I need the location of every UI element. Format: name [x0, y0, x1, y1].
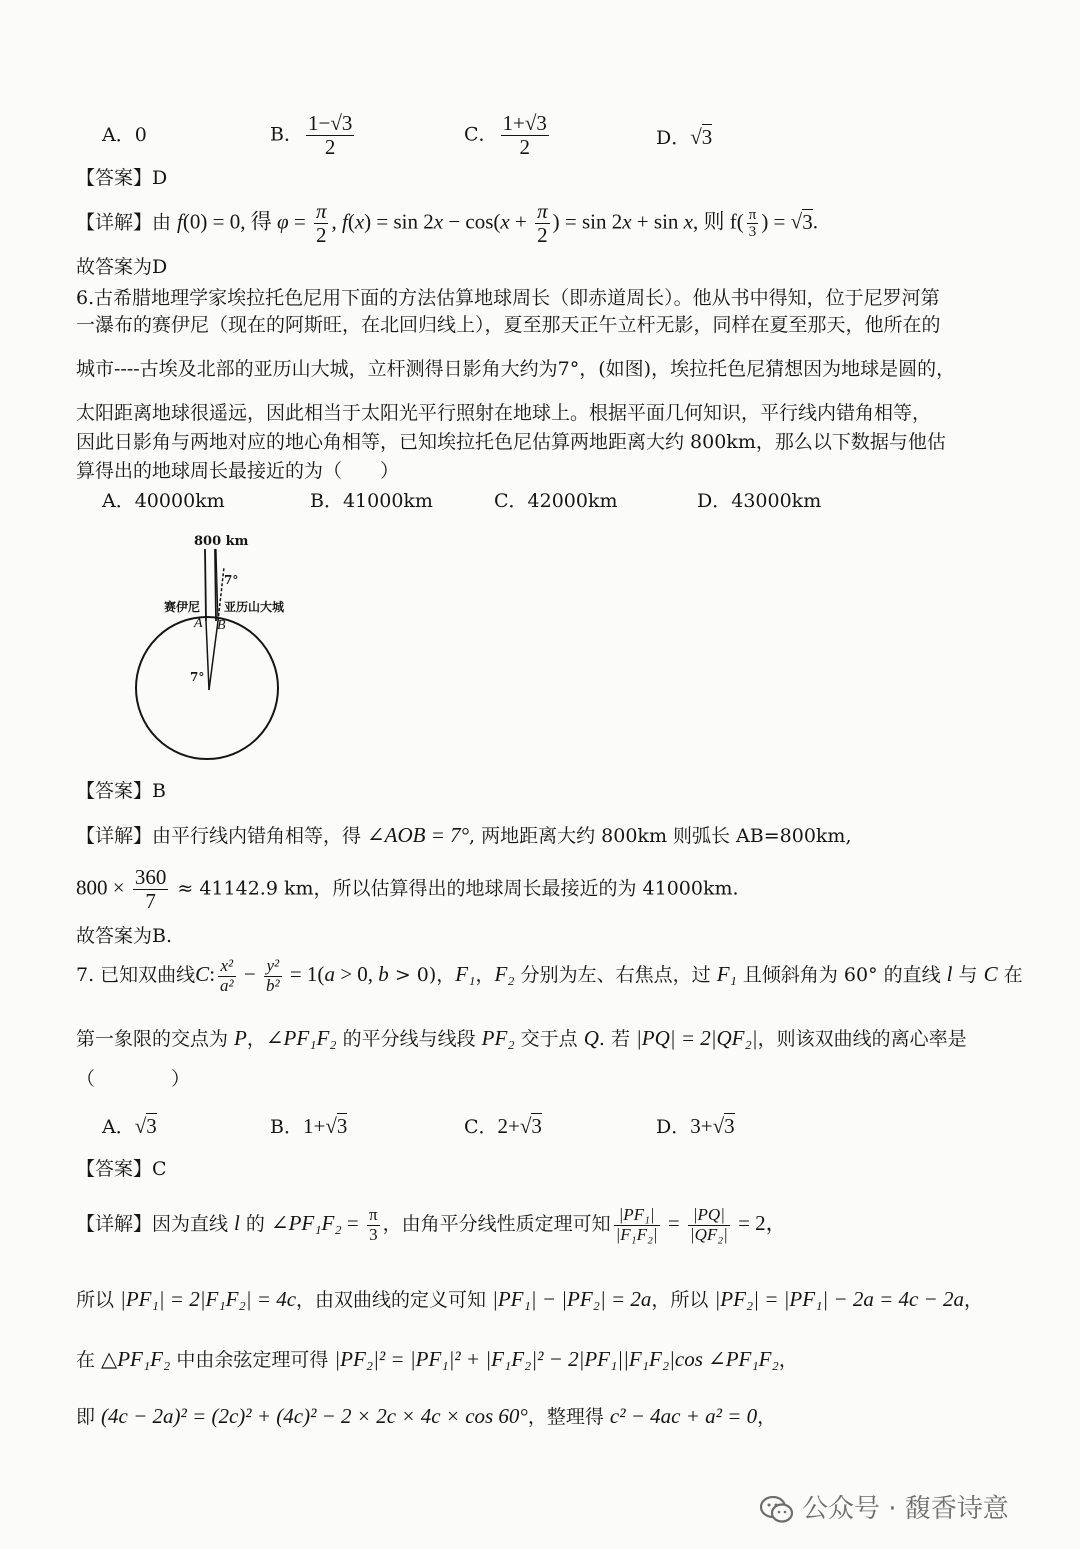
point-a-label: A: [194, 616, 203, 631]
q5-detail: 【详解】由 f(0) = 0, 得 φ = $\frac{\pi}{2}$ , f(x) = sin 2x − cos(x + $\frac{\pi}{2}$ ) = sin 2x + sin x, 则 f( $\frac{\pi}{3}$ ) = √3.: [76, 199, 818, 248]
q5-option-b: B． $\frac{1-√3}{2}$: [270, 111, 353, 160]
q6-detail-line-1: 【详解】由平行线内错角相等，得 ∠AOB = 7°, 两地距离大约 800km 则弧长 AB=800km,: [76, 823, 852, 847]
q7-line-2: 第一象限的交点为 P，∠PF₁F₂ 的平分线与线段 PF₂ 交于点 Q. 若 |PQ| = 2|QF₂|，则该双曲线的离心率是: [76, 1026, 967, 1050]
q7-option-b: B．1+√3: [270, 1114, 348, 1138]
q5-option-d: D．√3: [656, 125, 713, 149]
q7-option-d: D．3+√3: [656, 1114, 735, 1138]
angle-top-label: 7°: [224, 573, 239, 587]
q6-line-3: 城市----古埃及北部的亚历山大城，立杆测得日影角大约为7°，(如图)，埃拉托色尼猜想因为地球是圆的，: [76, 358, 956, 380]
q6-line-2: 一瀑布的赛伊尼（现在的阿斯旺，在北回归线上），夏至那天正午立杆无影，同样在夏至那天，他所在的: [76, 314, 941, 336]
center-line-a: [206, 621, 209, 690]
q6-option-b: B．41000km: [310, 490, 433, 512]
sunray-a: [205, 549, 206, 621]
q7-detail-2: 所以 |PF₁| = 2|F₁F₂| = 4c，由双曲线的定义可知 |PF₁| − |PF₂| = 2a，所以 |PF₂| = |PF₁| − 2a = 4c − 2a，: [76, 1287, 983, 1311]
q7-line-3: （ ）: [76, 1068, 191, 1090]
city-a-label: 赛伊尼: [164, 600, 201, 614]
q6-option-c: C．42000km: [494, 490, 618, 512]
point-b-label: B: [217, 618, 226, 633]
q7-answer: 【答案】C: [76, 1158, 167, 1180]
q5-option-b-fraction: $\frac{1-√3}{2}$: [307, 111, 353, 160]
angle-center-label: 7°: [190, 670, 205, 684]
wechat-watermark: [760, 1488, 1009, 1525]
q7-detail-4: 即 (4c − 2a)² = (2c)² + (4c)² − 2 × 2c × 4c × cos 60°，整理得 c² − 4ac + a² = 0，: [76, 1404, 777, 1428]
q6-line-1: 6.古希腊地理学家埃拉托色尼用下面的方法估算地球周长（即赤道周长）。他从书中得知，位于尼罗河第: [76, 287, 940, 309]
q6-conclusion: 故答案为B.: [76, 925, 173, 947]
q6-option-d: D．43000km: [697, 490, 822, 512]
q6-option-a: A．40000km: [102, 490, 225, 512]
q5-option-c-fraction: $\frac{1+√3}{2}$: [502, 111, 547, 160]
q7-line-1: 7. 已知双曲线C: $\frac{\text{x²}}{\text{a²}}$ − $\frac{\text{y²}}{\text{b²}}$ = 1(a > 0, b > 0)，F₁，F₂ 分别为左、右焦点，过 F₁ 且倾斜角为 60° 的直线 l 与 C 在: [76, 956, 1023, 995]
q7-detail-3: 在 △PF₁F₂ 中由余弦定理可得 |PF₂|² = |PF₁|² + |F₁F₂|² − 2|PF₁||F₁F₂|cos ∠PF₁F₂，: [76, 1347, 798, 1371]
q7-option-a: A．√3: [102, 1114, 157, 1138]
watermark-text: 公众号 · 馥香诗意: [802, 1494, 1009, 1524]
q6-answer: 【答案】B: [76, 780, 166, 802]
q5-conclusion: 故答案为D: [76, 256, 168, 278]
q5-option-a: A．0: [102, 124, 147, 146]
q5-answer: 【答案】D: [76, 167, 168, 189]
earth-circumference-figure: [120, 525, 340, 770]
wechat-icon: [760, 1496, 794, 1524]
q6-line-5: 因此日影角与两地对应的地心角相等，已知埃拉托色尼估算两地距离大约 800km，那么以下数据与他估: [76, 431, 946, 453]
distance-label: 800 km: [194, 534, 249, 549]
q7-detail-1: 【详解】因为直线 l 的 ∠PF₁F₂ = $\frac{\pi}{3}$ ，由角平分线性质定理可知 $\frac{\text{|PF₁|}}{\text{|F₁F₂|}}$ = $\frac{|PQ|}{\text{|QF₂|}}$ = 2，: [76, 1205, 787, 1244]
q7-option-c: C．2+√3: [464, 1114, 542, 1138]
q6-line-4: 太阳距离地球很遥远，因此相当于太阳光平行照射在地球上。根据平面几何知识，平行线内错角相等，: [76, 402, 932, 424]
q6-line-6: 算得出的地球周长最接近的为（ ）: [76, 460, 400, 482]
q6-detail-line-2: 800 × $\frac{360}{7}$ ≈ 41142.9 km，所以估算得出的地球周长最接近的为 41000km.: [76, 865, 739, 914]
city-b-label: 亚历山大城: [224, 600, 285, 614]
q5-option-c: C． $\frac{1+√3}{2}$: [464, 111, 547, 160]
